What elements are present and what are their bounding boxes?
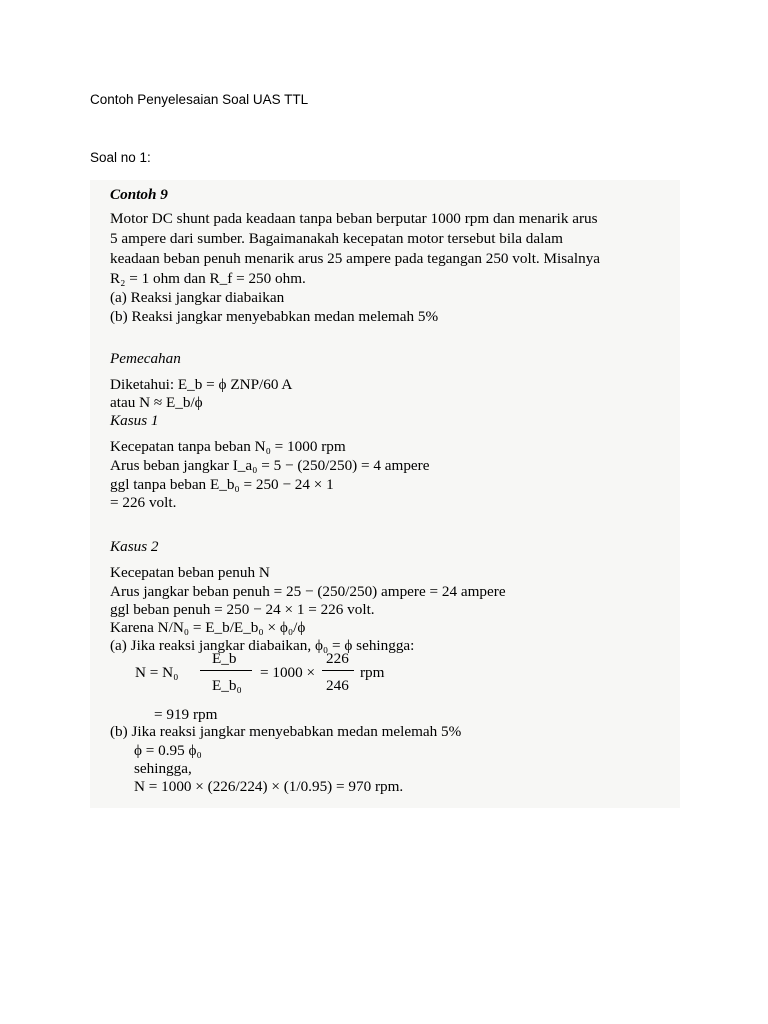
example-heading: Contoh 9 — [110, 186, 168, 203]
scanned-solution-image — [90, 180, 680, 808]
equation-middle: = 1000 × — [260, 664, 316, 681]
case2b-line: sehingga, — [134, 760, 192, 777]
case2b-line: N = 1000 × (226/224) × (1/0.95) = 970 rpm. — [134, 778, 404, 795]
fraction-numerator: 226 — [326, 650, 349, 667]
soal-label: Soal no 1: — [90, 150, 151, 165]
fraction-denominator: E_b₀ — [212, 677, 242, 694]
fraction-denominator: 246 — [326, 677, 349, 694]
problem-line: Motor DC shunt pada keadaan tanpa beban berputar 1000 rpm dan menarik arus — [110, 210, 598, 227]
case2-line: Kecepatan beban penuh N — [110, 564, 270, 581]
case2-heading: Kasus 2 — [110, 538, 159, 555]
fraction-numerator: E_b — [212, 650, 237, 667]
equation-lhs: N = N₀ — [135, 664, 179, 681]
problem-line: (a) Reaksi jangkar diabaikan — [110, 289, 285, 306]
case2-line: ggl beban penuh = 250 − 24 × 1 = 226 volt. — [110, 601, 375, 618]
case2-line: Arus jangkar beban penuh = 25 − (250/250) ampere = 24 ampere — [110, 583, 506, 600]
case1-line: = 226 volt. — [110, 494, 177, 511]
case2b-line: (b) Jika reaksi jangkar menyebabkan medan melemah 5% — [110, 723, 462, 740]
case2b-line: = 919 rpm — [154, 706, 218, 723]
document-title: Contoh Penyelesaian Soal UAS TTL — [90, 92, 309, 107]
problem-line: keadaan beban penuh menarik arus 25 ampere pada tegangan 250 volt. Misalnya — [110, 250, 601, 267]
problem-line: R₂ = 1 ohm dan R_f = 250 ohm. — [110, 270, 306, 287]
case1-line: Kecepatan tanpa beban N₀ = 1000 rpm — [110, 438, 346, 455]
solution-heading: Pemecahan — [110, 350, 181, 367]
fraction-bar — [200, 670, 252, 671]
case2-line: Karena N/N₀ = E_b/E_b₀ × ϕ₀/ϕ — [110, 619, 306, 636]
given-line: Diketahui: E_b = ϕ ZNP/60 A — [110, 376, 293, 393]
fraction-bar — [322, 670, 354, 671]
given-line: atau N ≈ E_b/ϕ — [110, 394, 203, 411]
problem-line: (b) Reaksi jangkar menyebabkan medan melemah 5% — [110, 308, 439, 325]
case1-line: ggl tanpa beban E_b₀ = 250 − 24 × 1 — [110, 476, 334, 493]
case2-line: (a) Jika reaksi jangkar diabaikan, ϕ₀ = ϕ sehingga: — [110, 637, 415, 654]
equation-unit: rpm — [360, 664, 385, 681]
case2b-line: ϕ = 0.95 ϕ₀ — [134, 742, 202, 759]
case1-line: Arus beban jangkar I_a₀ = 5 − (250/250) = 4 ampere — [110, 457, 430, 474]
problem-line: 5 ampere dari sumber. Bagaimanakah kecepatan motor tersebut bila dalam — [110, 230, 563, 247]
case1-heading: Kasus 1 — [110, 412, 159, 429]
